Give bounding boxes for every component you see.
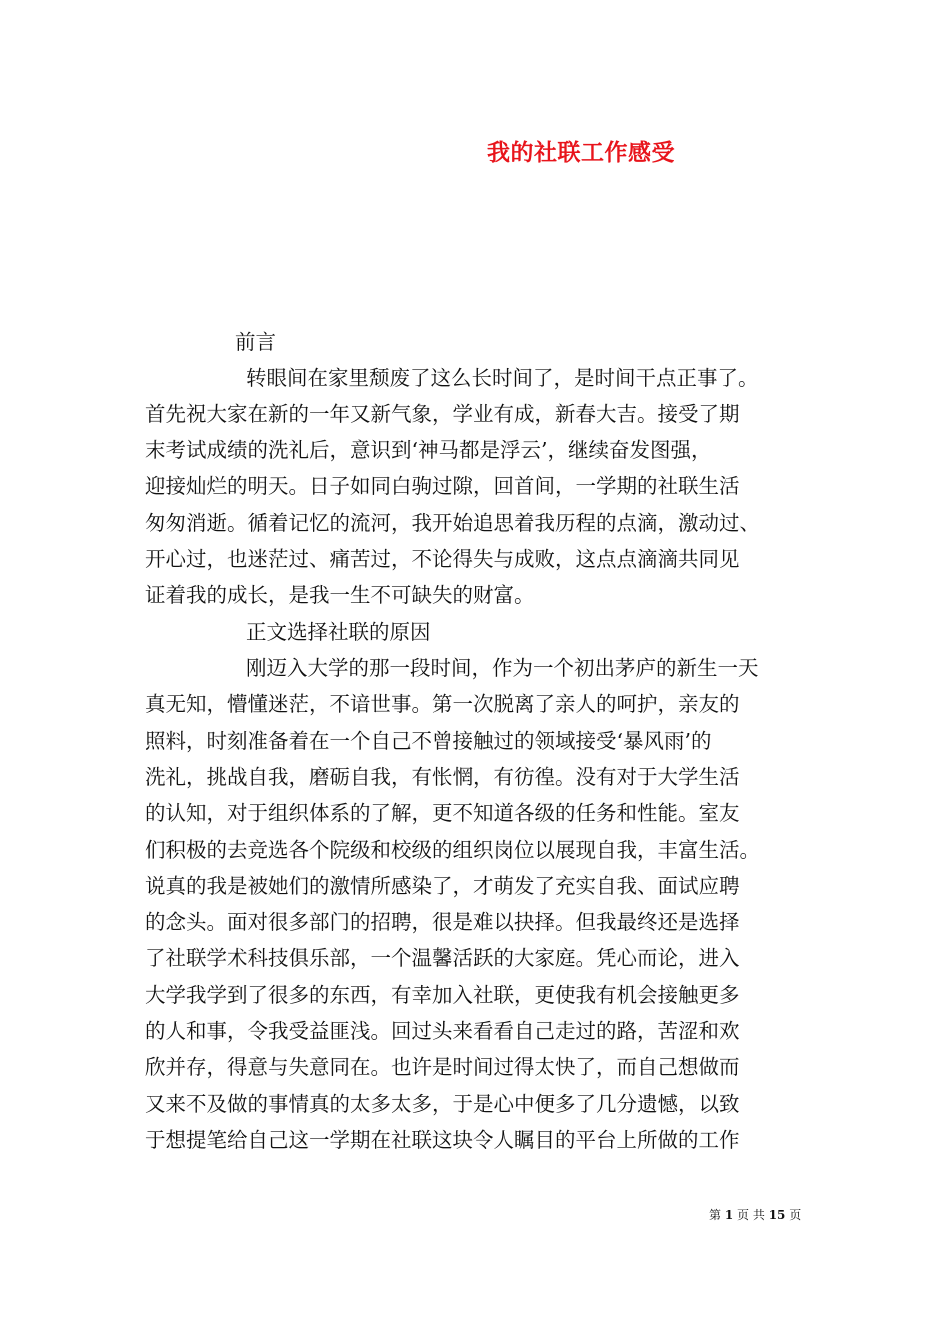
text-line: 的念头。面对很多部门的招聘，很是难以抉择。但我最终还是选择 [145, 910, 740, 934]
text-line: 说真的我是被她们的激情所感染了，才萌发了充实自我、面试应聘 [145, 874, 740, 898]
footer-suffix: 页 [789, 1208, 802, 1222]
text-line: 了社联学术科技俱乐部，一个温馨活跃的大家庭。凭心而论，进入 [145, 946, 740, 970]
text-line: 迎接灿烂的明天。日子如同白驹过隙，回首间，一学期的社联生活 [145, 474, 740, 498]
footer-prefix: 第 [709, 1208, 722, 1222]
text-line: 们积极的去竞选各个院级和校级的组织岗位以展现自我，丰富生活。 [145, 838, 760, 862]
text-line: 欣并存，得意与失意同在。也许是时间过得太快了，而自己想做而 [145, 1055, 740, 1079]
text-line: 真无知，懵懂迷茫，不谙世事。第一次脱离了亲人的呵护，亲友的 [145, 692, 740, 716]
text-line: 匆匆消逝。循着记忆的流河，我开始追思着我历程的点滴，激动过、 [145, 511, 760, 535]
text-line: 转眼间在家里颓废了这么长时间了，是时间干点正事了。 [246, 366, 759, 390]
text-line: 的认知，对于组织体系的了解，更不知道各级的任务和性能。室友 [145, 801, 740, 825]
text-line: 照料，时刻准备着在一个自己不曾接触过的领域接受‘暴风雨’的 [145, 729, 712, 753]
footer-total-pages: 15 [768, 1208, 786, 1222]
text-line: 开心过，也迷茫过、痛苦过，不论得失与成败，这点点滴滴共同见 [145, 547, 740, 571]
text-line: 的人和事，令我受益匪浅。回过头来看看自己走过的路，苦涩和欢 [145, 1019, 740, 1043]
footer-current-page: 1 [724, 1208, 734, 1222]
text-line: 正文选择社联的原因 [246, 620, 431, 644]
text-line: 证着我的成长，是我一生不可缺失的财富。 [145, 583, 535, 607]
text-line: 刚迈入大学的那一段时间，作为一个初出茅庐的新生一天 [246, 656, 759, 680]
page-footer [709, 1206, 801, 1223]
document-title: 我的社联工作感受 [487, 139, 675, 166]
text-line: 于想提笔给自己这一学期在社联这块令人瞩目的平台上所做的工作 [145, 1128, 740, 1152]
text-line: 又来不及做的事情真的太多太多，于是心中便多了几分遗憾，以致 [145, 1092, 740, 1116]
footer-middle: 页 共 [737, 1208, 765, 1222]
text-line: 首先祝大家在新的一年又新气象，学业有成，新春大吉。接受了期 [145, 402, 740, 426]
text-line: 洗礼，挑战自我，磨砺自我，有怅惘，有彷徨。没有对于大学生活 [145, 765, 740, 789]
text-line: 大学我学到了很多的东西，有幸加入社联，更使我有机会接触更多 [145, 983, 740, 1007]
text-line: 末考试成绩的洗礼后，意识到‘神马都是浮云’，继续奋发图强， [145, 438, 712, 462]
text-line: 前言 [235, 330, 276, 354]
